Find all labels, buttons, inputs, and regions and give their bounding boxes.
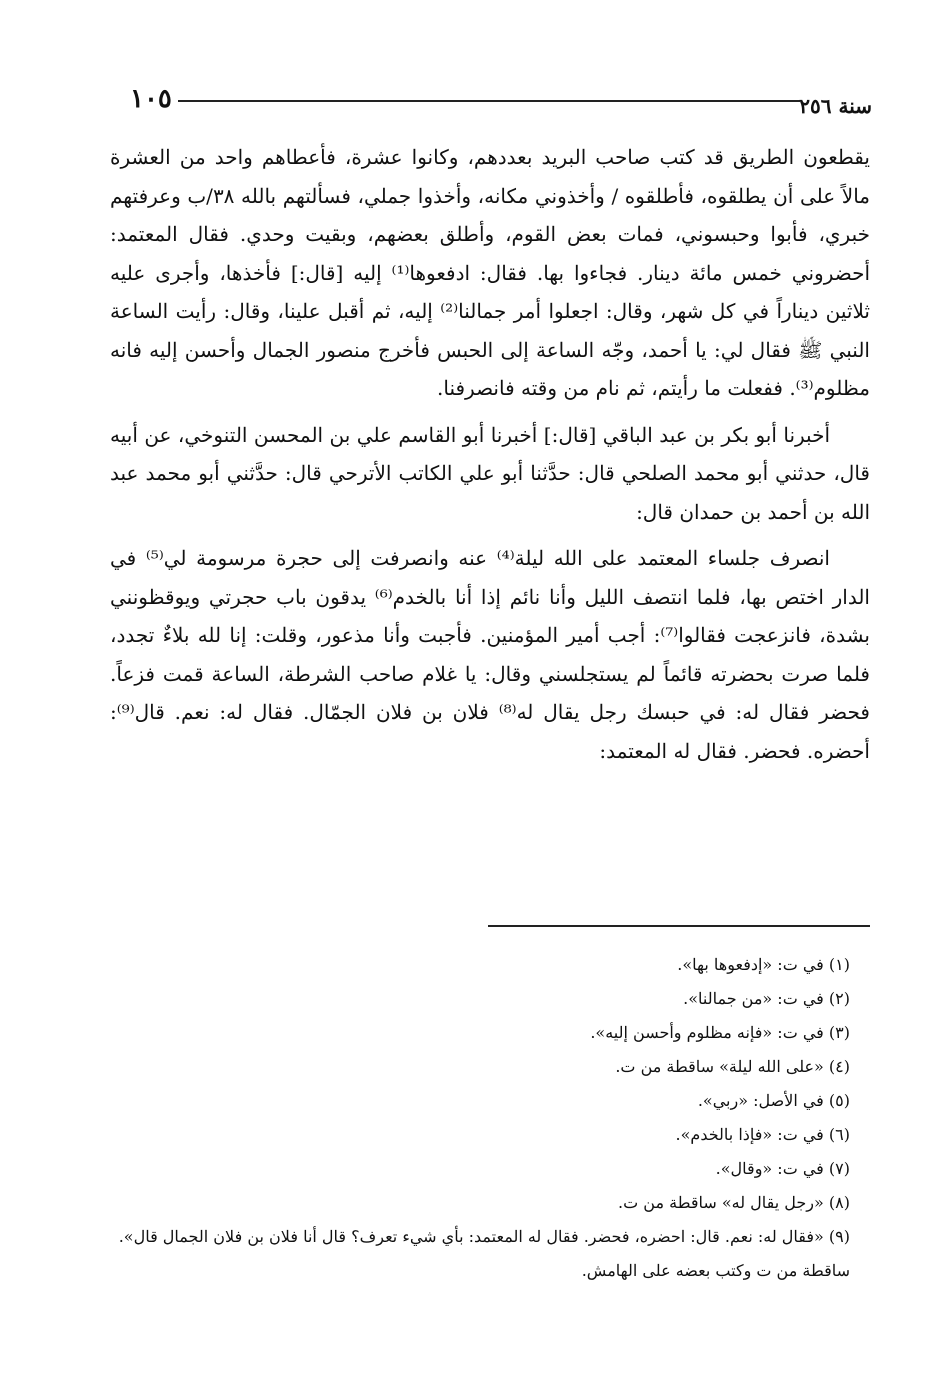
footnotes-list [100,948,850,1288]
paragraph: انصرف جلساء المعتمد على الله ليلة⁽⁴⁾ عنه وانصرفت إلى حجرة مرسومة لي⁽⁵⁾ في الدار اختص بها، فلما انتصف الليل وأنا نائم إذا أنا بالخدم⁽⁶⁾ يدقون باب حجرتي ويوقظونني بشدة، فانزعجت فقالوا⁽⁷⁾: أجب أمير المؤمنين. فأجبت وأنا مذعور، وقلت: إنا لله بلاءٌ تجدد، فلما صرت بحضرته قائماً لم يستجلسني وقال: يا غلام صاحب الشرطة، الساعة قمت فزعاً. فحضر فقال له: في حبسك رجل يقال له⁽⁸⁾ فلان بن فلان الجمّال. فقال له: نعم. قال⁽⁹⁾: أحضره. فحضر. فقال له المعتمد: [110,546,870,763]
footnote: (٥) في الأصل: «ربي». [697,1091,850,1110]
page-header [120,84,872,124]
main-text [110,138,870,770]
footnote: (٧) في ت: «وقال». [715,1159,850,1178]
footnote-separator [488,925,870,927]
footnote: (٦) في ت: «فإذا بالخدم». [675,1125,850,1144]
footnote: (٩) «فقال له: نعم. قال: احضره، فحضر. فقال له المعتمد: بأي شيء تعرف؟ قال أنا فلان بن فلان الجمال قال». ساقطة من ت وكتب بعضه على الهامش. [118,1227,850,1280]
footnote: (٣) في ت: «فإنه مظلوم وأحسن إليه». [590,1023,850,1042]
header-rule [178,100,800,102]
footnote: (٢) في ت: «من جمالنا». [683,989,850,1008]
footnote: (٨) «رجل يقال له» ساقطة من ت. [618,1193,850,1212]
page-number: ١٠٥ [130,84,172,114]
running-title: سنة ٢٥٦ [799,94,872,118]
footnote: (٤) «على الله ليلة» ساقطة من ت. [615,1057,850,1076]
footnote: (١) في ت: «إدفعوها بها». [677,955,850,974]
paragraph: أخبرنا أبو بكر بن عبد الباقي [قال:] أخبرنا أبو القاسم علي بن المحسن التنوخي، عن أبيه قال، حدثني أبو محمد الصلحي قال: حدَّثنا أبو علي الكاتب الأترحي قال: حدَّثني أبو محمد عبد الله بن أحمد بن حمدان قال: [110,422,870,524]
paragraph: يقطعون الطريق قد كتب صاحب البريد بعددهم، وكانوا عشرة، فأعطاهم واحد من العشرة مالاً على أن يطلقوه، فأطلقوه / وأخذوني مكانه، وأخذوا جملي، فسألتهم بالله ٣٨/ب وعرفتهم خبري، فأبوا وحبسوني، فمات بعض القوم، وأطلق بعضهم، وبقيت وحدي. فقال المعتمد: أحضروني خمس مائة دينار. فجاءوا بها. فقال: ادفعوها⁽¹⁾ إليه [قال:] فأخذها، وأجرى عليه ثلاثين ديناراً في كل شهر، وقال: اجعلوا أمر جمالنا⁽²⁾ إليه، ثم أقبل علينا، وقال: رأيت الساعة النبي ﷺ فقال لي: يا أحمد، وجّه الساعة إلى الحبس فأخرج منصور الجمال وأحسن إليه فانه مظلوم⁽³⁾. ففعلت ما رأيتم، ثم نام من وقته فانصرفنا. [110,145,870,400]
